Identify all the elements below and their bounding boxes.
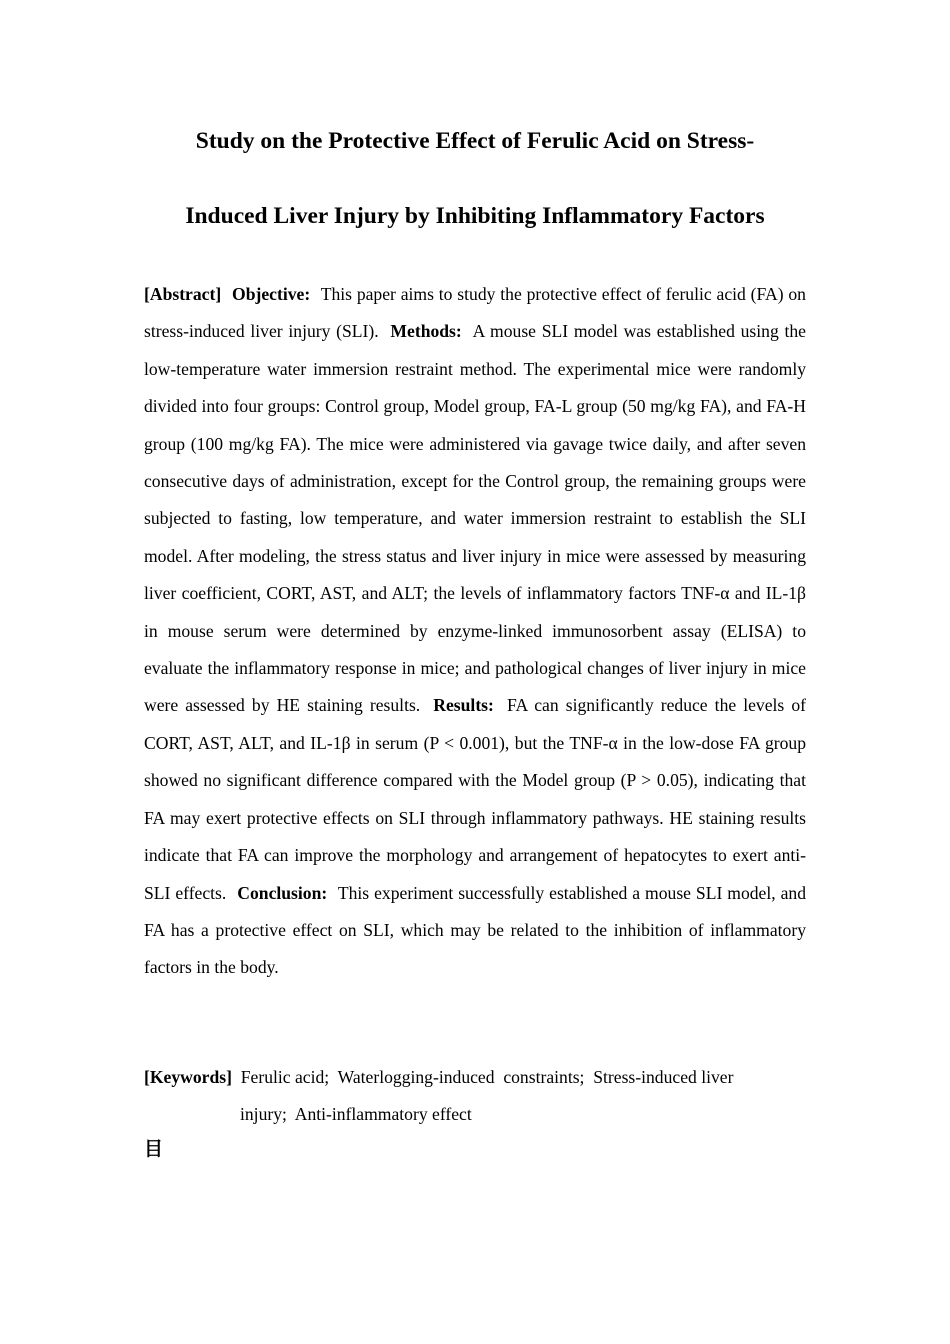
abstract-paragraph (144, 276, 806, 987)
objective-label: Objective: (232, 284, 311, 304)
results-text: FA can significantly reduce the levels of CORT, AST, ALT, and IL-1β in serum (P < 0.001), but the TNF-α in the low-dose FA group showed no significant difference compared with the Model group (P > 0.05), indicating that FA may exert protective effects on SLI through inflammatory pathways. HE staining results indicate that FA can improve the morphology and arrangement of hepatocytes to exert anti-SLI effects. (144, 695, 806, 903)
keywords-tag: [Keywords] (144, 1067, 232, 1087)
keywords-line-2 (144, 1096, 806, 1133)
paper-title-line-1: Study on the Protective Effect of Ferulic Acid on Stress- (195, 128, 755, 154)
keywords-text-2: injury; Anti-inflammatory effect (240, 1104, 472, 1124)
conclusion-text: This experiment successfully established a mouse SLI model, and FA has a protective effect on SLI, which may be related to the inhibition of inflammatory factors in the body. (144, 882, 807, 978)
conclusion-label: Conclusion: (237, 882, 328, 903)
keywords-section (144, 1059, 806, 1133)
methods-label: Methods: (390, 321, 462, 342)
methods-text: A mouse SLI model was established using the low-temperature water immersion restraint method. The experimental mice were randomly divided into four groups: Control group, Model group, FA-L group (50 mg/kg FA), and FA-H group (100 mg/kg FA). The mice were administered via gavage twice daily, and after seven consecutive days of administration, except for the Control group, the remaining groups were subjected to fasting, low temperature, and water immersion restraint to establish the SLI model. After modeling, the stress status and liver injury in mice were assessed by measuring liver coefficient, CORT, AST, and ALT; the levels of inflammatory factors TNF-α and IL-1β in mouse serum were determined by enzyme-linked immunosorbent assay (ELISA) to evaluate the inflammatory response in mice; and pathological changes of liver injury in mice were assessed by HE staining results. (144, 321, 806, 716)
table-of-contents-heading: 目 (144, 1138, 164, 1160)
abstract-tag: [Abstract] (144, 284, 222, 304)
keywords-text-1: Ferulic acid; Waterlogging-induced constraints; Stress-induced liver (240, 1067, 734, 1087)
keywords-line-1 (144, 1059, 806, 1096)
results-label: Results: (433, 695, 494, 716)
paper-title-line-2: Induced Liver Injury by Inhibiting Inflammatory Factors (185, 203, 765, 229)
objective-text: This paper aims to study the protective effect of ferulic acid (FA) on stress-induced liver injury (SLI). (144, 284, 806, 342)
